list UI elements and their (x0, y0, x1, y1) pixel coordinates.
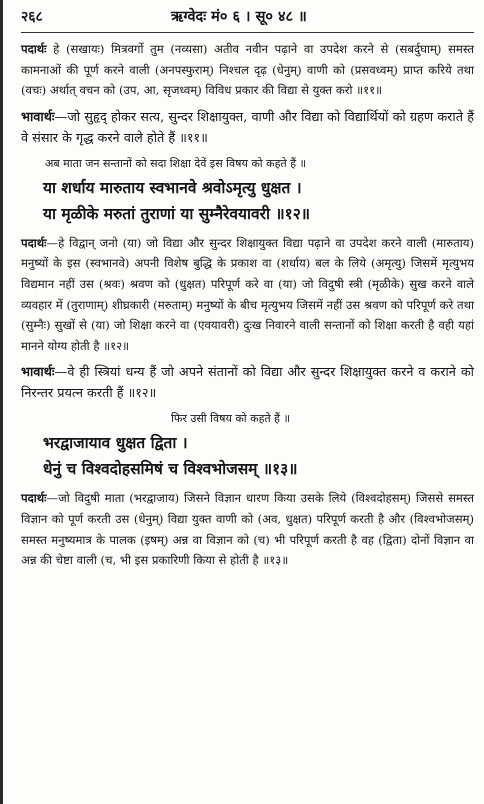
padartha-label: पदार्थः (21, 42, 47, 56)
intro-12: अब माता जन सन्तानों को सदा शिक्षा देवें इस विषय को कहते हैं ॥ (45, 156, 307, 170)
mantra-13-line-1: भरद्वाजायाव धुक्षत द्विता । (43, 433, 188, 453)
padartha-label: पदार्थः (21, 491, 47, 506)
padartha-13 (21, 488, 474, 570)
bhavartha-11 (21, 107, 474, 149)
mantra-13-line-2: धेनुं च विश्वदोहसमिषं च विश्वभोजसम् ॥१३॥ (43, 459, 298, 479)
header-rule (21, 32, 474, 33)
mantra-12-line-2: या मृळीके मरुतां तुराणां या सुम्नैरेवयावरी ॥१२॥ (43, 203, 311, 223)
padartha-text: —हे विद्वान् जनो (या) जो विद्या और सुन्दर शिक्षायुक्त विद्या पढ़ाने वा उपदेश करने वाली (मारुताय) मनुष्यों के इस (स्वभानवे) अपनी विशेष बुद्धि के प्रकाश वा (शर्धाय) बल के लिये (अमृत्यु) जिसमें मृत्युभय विद्यमान नहीं उस (श्रवः) श्रवण को (धुक्षत) परिपूर्ण करे वा (या) जो विदुषी स्त्री (मृळीके) सुख करने वाले व्यवहार में (तुराणाम्) शीघ्रकारी (मरुताम्) मनुष्यों के बीच मृत्युभय जिसमें नहीं उस श्रवण को परिपूर्ण करे तथा (सुम्नैः) सुखों से (या) जो शिक्षा करने वा (एवयावरी) दुःख निवारने वाली सन्तानों को शिक्षा करती है वही यहां मानने योग्य होती है ॥१२॥ (21, 235, 474, 353)
padartha-text: हे (सखायः) मित्रवर्गो तुम (नव्यसा) अतीव नवीन पढ़ाने वा उपदेश करने से (सबर्दुघाम्) समस्त कामनाओं की पूर्ण करने वाली (अनपस्फुराम्) निश्चल दृढ़ (धेनुम्) वाणी को (प्रसवध्वम्) प्राप्त करिये तथा (वचः) अर्थात् वचन को (उप, आ, सृजध्वम्) विविध प्रकार की विद्या से युक्त करो ॥११॥ (21, 42, 474, 98)
bhavartha-12 (21, 362, 474, 404)
bhavartha-label: भावार्थः (21, 365, 55, 381)
bhavartha-text: —जो सुहृद् होकर सत्य, सुन्दर शिक्षायुक्त, वाणी और विद्या को विद्यार्थियों को ग्रहण कराते हैं वे संसार के गृद्ध करने वाले होते हैं ॥११॥ (21, 109, 474, 146)
running-title: ऋग्वेदः मं० ६ । सू० ४८ ॥ (171, 8, 307, 25)
padartha-label: पदार्थः (21, 235, 47, 250)
padartha-11 (21, 39, 474, 101)
bhavartha-text: —वे ही स्त्रियां धन्य हैं जो अपने संतानों को विद्या और सुन्दर शिक्षायुक्त करने व कराने को निरन्तर प्रयत्न करती हैं ॥१२॥ (21, 365, 474, 402)
intro-13: फिर उसी विषय को कहते हैं ॥ (171, 412, 291, 426)
page-number: २६८ (21, 9, 43, 25)
mantra-12-line-1: या शर्धाय मारुताय स्वभानवे श्रवोऽमृत्यु धुक्षत । (43, 177, 302, 197)
running-header (21, 6, 474, 32)
padartha-12 (21, 233, 474, 357)
padartha-text: —जो विदुषी माता (भरद्वाजाय) जिसने विज्ञान धारण किया उसके लिये (विश्वदोहसम्) जिससे समस्त विज्ञान को पूर्ण करती उस (धेनुम्) विद्या युक्त वाणी को (अव, धुक्षत) परिपूर्ण करती है और (विश्वभोजसम्) समस्त मनुष्यमात्र के पालक (इषम्) अन्न वा विज्ञान को (च) भी परिपूर्ण करती है वह (द्विता) दोनों विज्ञान वा अन्न की चेष्टा वाली (च, भी इस प्रकारिणी किया से होती है ॥१३॥ (21, 491, 474, 568)
bhavartha-label: भावार्थः (21, 109, 55, 125)
